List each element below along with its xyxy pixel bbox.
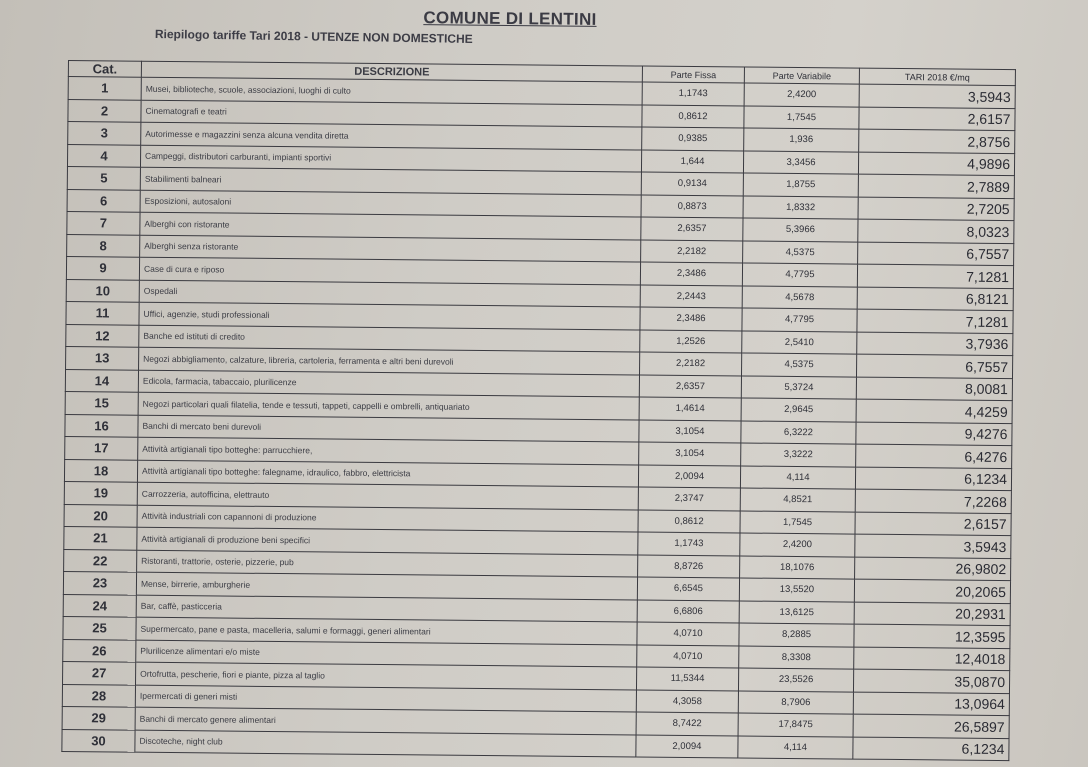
description-cell: Plurilicenze alimentari e/o miste <box>136 640 637 667</box>
fixed-part-cell: 2,6357 <box>641 217 743 240</box>
variable-part-cell: 1,8755 <box>743 173 858 197</box>
description-cell: Banchi di mercato beni durevoli <box>138 415 639 442</box>
table-body <box>62 77 1015 761</box>
document-title: COMUNE DI LENTINI <box>423 8 597 29</box>
variable-part-cell: 1,7545 <box>744 105 859 129</box>
fixed-part-cell: 1,644 <box>641 150 743 173</box>
header-variable-part: Parte Variabile <box>744 67 859 84</box>
tariff-table <box>61 60 1016 761</box>
fixed-part-cell: 0,9385 <box>642 127 744 150</box>
description-cell: Banchi di mercato genere alimentari <box>135 707 636 734</box>
cat-cell: 16 <box>65 414 138 437</box>
variable-part-cell: 4,5678 <box>742 285 857 309</box>
total-cell: 7,2268 <box>855 489 1011 513</box>
fixed-part-cell: 6,6545 <box>637 577 739 600</box>
total-cell: 7,1281 <box>857 309 1013 333</box>
variable-part-cell: 17,8475 <box>738 713 853 737</box>
description-cell: Stabilimenti balneari <box>140 167 641 194</box>
description-cell: Supermercato, pane e pasta, macelleria, salumi e formaggi, generi alimentari <box>136 617 637 644</box>
fixed-part-cell: 6,6806 <box>637 599 739 622</box>
cat-cell: 17 <box>65 436 138 459</box>
total-cell: 3,5943 <box>859 84 1015 108</box>
description-cell: Campeggi, distributori carburanti, impianti sportivi <box>140 145 641 172</box>
fixed-part-cell: 1,4614 <box>639 397 741 420</box>
total-cell: 12,3595 <box>854 624 1010 648</box>
total-cell: 6,8121 <box>857 287 1013 311</box>
variable-part-cell: 5,3966 <box>743 218 858 242</box>
cat-cell: 8 <box>67 234 140 257</box>
description-cell: Ortofrutta, pescherie, fiori e piante, pizza al taglio <box>136 662 637 689</box>
cat-cell: 30 <box>62 729 135 752</box>
total-cell: 3,7936 <box>857 332 1013 356</box>
variable-part-cell: 8,7906 <box>738 690 853 714</box>
fixed-part-cell: 4,0710 <box>637 622 739 645</box>
variable-part-cell: 6,3222 <box>741 420 856 444</box>
description-cell: Attività industriali con capannoni di produzione <box>137 505 638 532</box>
cat-cell: 6 <box>67 189 140 212</box>
description-cell: Mense, birrerie, amburgherie <box>136 572 637 599</box>
fixed-part-cell: 2,6357 <box>639 375 741 398</box>
variable-part-cell: 1,7545 <box>740 510 855 534</box>
description-cell: Banche ed istituti di credito <box>139 325 640 352</box>
description-cell: Case di cura e riposo <box>139 257 640 284</box>
description-cell: Attività artigianali tipo botteghe: parrucchiere, <box>138 437 639 464</box>
variable-part-cell: 5,3724 <box>741 375 856 399</box>
fixed-part-cell: 3,1054 <box>639 442 741 465</box>
variable-part-cell: 4,5375 <box>743 240 858 264</box>
cat-cell: 11 <box>66 301 139 324</box>
description-cell: Negozi abbigliamento, calzature, libreria, cartoleria, ferramenta e altri beni durevoli <box>139 347 640 374</box>
fixed-part-cell: 0,8612 <box>642 105 744 128</box>
variable-part-cell: 8,2885 <box>739 623 854 647</box>
cat-cell: 22 <box>64 549 137 572</box>
variable-part-cell: 2,4200 <box>740 533 855 557</box>
total-cell: 20,2065 <box>854 579 1010 603</box>
fixed-part-cell: 2,3747 <box>638 487 740 510</box>
fixed-part-cell: 4,3058 <box>636 689 738 712</box>
description-cell: Ipermercati di generi misti <box>135 685 636 712</box>
header-cat: Cat. <box>68 61 141 78</box>
cat-cell: 15 <box>65 391 138 414</box>
fixed-part-cell: 1,2526 <box>640 330 742 353</box>
variable-part-cell: 4,114 <box>738 735 853 759</box>
total-cell: 4,4259 <box>856 399 1012 423</box>
variable-part-cell: 4,7795 <box>742 308 857 332</box>
tariff-table-wrapper <box>61 60 1016 761</box>
cat-cell: 26 <box>63 639 136 662</box>
cat-cell: 5 <box>67 166 140 189</box>
cat-cell: 23 <box>63 571 136 594</box>
total-cell: 6,1234 <box>855 467 1011 491</box>
description-cell: Ristoranti, trattorie, osterie, pizzerie, pub <box>137 550 638 577</box>
total-cell: 2,7889 <box>858 174 1014 198</box>
description-cell: Discoteche, night club <box>135 730 636 757</box>
variable-part-cell: 13,5520 <box>739 578 854 602</box>
fixed-part-cell: 3,1054 <box>639 419 741 442</box>
fixed-part-cell: 2,2182 <box>640 352 742 375</box>
fixed-part-cell: 2,2443 <box>640 285 742 308</box>
fixed-part-cell: 1,1743 <box>638 532 740 555</box>
total-cell: 20,2931 <box>854 602 1010 626</box>
variable-part-cell: 8,3308 <box>739 645 854 669</box>
description-cell: Alberghi con ristorante <box>140 212 641 239</box>
variable-part-cell: 3,3456 <box>743 150 858 174</box>
variable-part-cell: 4,114 <box>740 465 855 489</box>
fixed-part-cell: 2,3486 <box>640 307 742 330</box>
cat-cell: 24 <box>63 594 136 617</box>
description-cell: Ospedali <box>139 280 640 307</box>
variable-part-cell: 3,3222 <box>741 443 856 467</box>
cat-cell: 14 <box>65 369 138 392</box>
total-cell: 2,6157 <box>855 512 1011 536</box>
cat-cell: 25 <box>63 616 136 639</box>
total-cell: 6,7557 <box>858 242 1014 266</box>
fixed-part-cell: 0,8612 <box>638 509 740 532</box>
cat-cell: 20 <box>64 504 137 527</box>
total-cell: 12,4018 <box>854 647 1010 671</box>
description-cell: Musei, biblioteche, scuole, associazioni, luoghi di culto <box>141 77 642 104</box>
description-cell: Attività artigianali tipo botteghe: falegname, idraulico, fabbro, elettricista <box>137 460 638 487</box>
cat-cell: 29 <box>62 706 135 729</box>
fixed-part-cell: 1,1743 <box>642 82 744 105</box>
fixed-part-cell: 0,8873 <box>641 195 743 218</box>
total-cell: 13,0964 <box>853 692 1009 716</box>
fixed-part-cell: 8,7422 <box>636 712 738 735</box>
variable-part-cell: 18,1076 <box>740 555 855 579</box>
cat-cell: 7 <box>67 211 140 234</box>
cat-cell: 19 <box>64 481 137 504</box>
total-cell: 6,1234 <box>853 737 1009 761</box>
description-cell: Carrozzeria, autofficina, elettrauto <box>137 482 638 509</box>
cat-cell: 3 <box>68 122 141 145</box>
variable-part-cell: 2,4200 <box>744 83 859 107</box>
fixed-part-cell: 8,8726 <box>638 554 740 577</box>
description-cell: Edicola, farmacia, tabaccaio, plurilicenze <box>138 370 639 397</box>
fixed-part-cell: 2,2182 <box>641 240 743 263</box>
cat-cell: 9 <box>66 256 139 279</box>
cat-cell: 1 <box>68 77 141 100</box>
header-total: TARI 2018 €/mq <box>859 68 1015 85</box>
cat-cell: 28 <box>62 684 135 707</box>
variable-part-cell: 13,6125 <box>739 600 854 624</box>
variable-part-cell: 1,936 <box>744 128 859 152</box>
description-cell: Attività artigianali di produzione beni specifici <box>137 527 638 554</box>
fixed-part-cell: 0,9134 <box>641 172 743 195</box>
total-cell: 26,5897 <box>853 714 1009 738</box>
cat-cell: 4 <box>67 144 140 167</box>
total-cell: 2,6157 <box>859 107 1015 131</box>
description-cell: Esposizioni, autosaloni <box>140 190 641 217</box>
variable-part-cell: 2,5410 <box>742 330 857 354</box>
cat-cell: 21 <box>64 526 137 549</box>
total-cell: 6,7557 <box>856 354 1012 378</box>
fixed-part-cell: 2,3486 <box>640 262 742 285</box>
variable-part-cell: 1,8332 <box>743 195 858 219</box>
total-cell: 26,9802 <box>855 557 1011 581</box>
document-subtitle: Riepilogo tariffe Tari 2018 - UTENZE NON DOMESTICHE <box>154 27 473 46</box>
variable-part-cell: 23,5526 <box>738 668 853 692</box>
description-cell: Negozi particolari quali filatelia, tende e tessuti, tappeti, cappelli e ombrelli, antiquariato <box>138 392 639 419</box>
description-cell: Alberghi senza ristorante <box>140 235 641 262</box>
fixed-part-cell: 2,0094 <box>636 734 738 757</box>
description-cell: Bar, caffè, pasticceria <box>136 595 637 622</box>
fixed-part-cell: 4,0710 <box>637 644 739 667</box>
total-cell: 9,4276 <box>856 422 1012 446</box>
total-cell: 8,0323 <box>858 219 1014 243</box>
cat-cell: 13 <box>66 346 139 369</box>
variable-part-cell: 4,5375 <box>742 353 857 377</box>
total-cell: 8,0081 <box>856 377 1012 401</box>
total-cell: 6,4276 <box>856 444 1012 468</box>
cat-cell: 2 <box>68 99 141 122</box>
description-cell: Uffici, agenzie, studi professionali <box>139 302 640 329</box>
total-cell: 35,0870 <box>853 669 1009 693</box>
total-cell: 2,8756 <box>859 129 1015 153</box>
fixed-part-cell: 11,5344 <box>636 667 738 690</box>
cat-cell: 18 <box>64 459 137 482</box>
variable-part-cell: 4,8521 <box>740 488 855 512</box>
variable-part-cell: 2,9645 <box>741 398 856 422</box>
description-cell: Cinematografi e teatri <box>141 100 642 127</box>
cat-cell: 10 <box>66 279 139 302</box>
total-cell: 3,5943 <box>855 534 1011 558</box>
cat-cell: 27 <box>63 661 136 684</box>
total-cell: 4,9896 <box>858 152 1014 176</box>
fixed-part-cell: 2,0094 <box>638 464 740 487</box>
cat-cell: 12 <box>66 324 139 347</box>
description-cell: Autorimesse e magazzini senza alcuna vendita diretta <box>141 122 642 149</box>
header-fixed-part: Parte Fissa <box>642 66 744 83</box>
total-cell: 2,7205 <box>858 197 1014 221</box>
variable-part-cell: 4,7795 <box>742 263 857 287</box>
total-cell: 7,1281 <box>857 264 1013 288</box>
header-description: DESCRIZIONE <box>141 61 642 82</box>
